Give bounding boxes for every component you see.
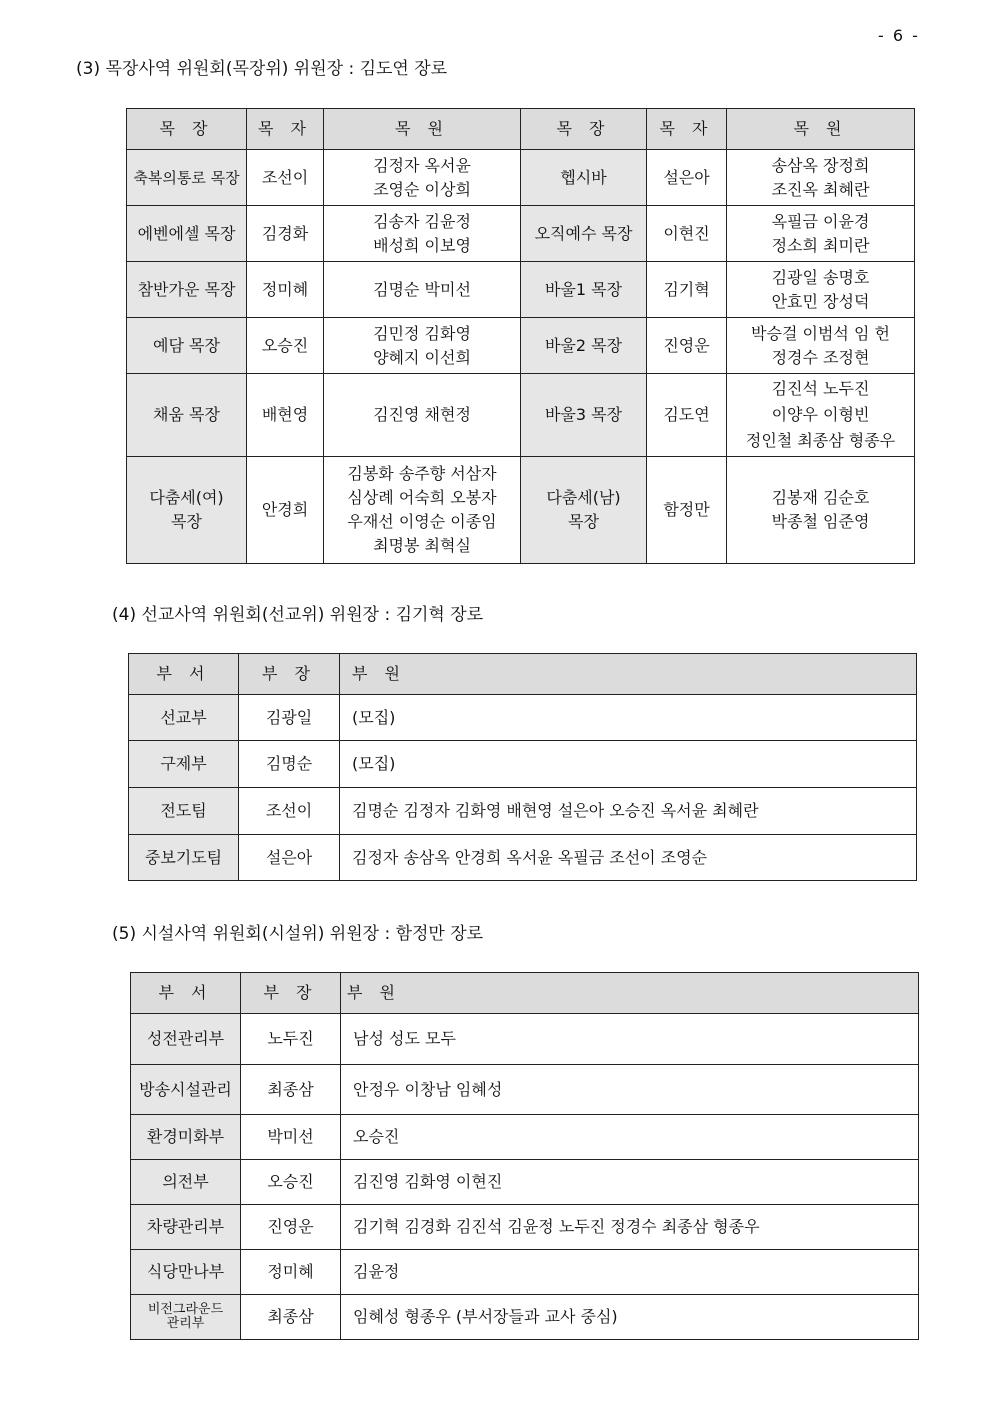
group-members — [324, 318, 521, 374]
group-name: 에벤에셀 목장 — [127, 206, 247, 262]
department-name: 구제부 — [129, 741, 239, 788]
facility-table — [130, 972, 919, 1340]
header-members: 목 원 — [727, 109, 915, 150]
group-leader: 진영운 — [647, 318, 727, 374]
group-name — [127, 457, 247, 564]
department-members: 김윤정 — [341, 1250, 919, 1295]
header-head: 부 장 — [239, 654, 340, 695]
group-name — [521, 457, 647, 564]
department-head: 노두진 — [241, 1014, 341, 1065]
group-members — [324, 262, 521, 318]
department-members: 남성 성도 모두 — [341, 1014, 919, 1065]
department-members: 김정자 송삼옥 안경희 옥서윤 옥필금 조선이 조영순 — [340, 835, 917, 881]
group-leader: 김도연 — [647, 374, 727, 457]
group-leader: 이현진 — [647, 206, 727, 262]
member-line: 김송자 김윤정 — [373, 211, 471, 231]
group-leader: 안경희 — [247, 457, 324, 564]
member-line: 정인철 최종삼 형종우 — [745, 431, 896, 450]
group-name: 바울2 목장 — [521, 318, 647, 374]
member-line: 조영순 이상희 — [373, 179, 471, 199]
member-line: 심상례 어숙희 오봉자 — [347, 488, 497, 507]
table-row — [131, 1205, 919, 1250]
header-members: 목 원 — [324, 109, 521, 150]
department-members: 김기혁 김경화 김진석 김윤정 노두진 정경수 최종삼 형종우 — [341, 1205, 919, 1250]
department-name: 선교부 — [129, 695, 239, 741]
header-department: 부 서 — [131, 973, 241, 1014]
member-line: 김정자 옥서윤 — [373, 155, 471, 175]
mission-section-title: (4) 선교사역 위원회(선교위) 위원장 : 김기혁 장로 — [112, 605, 484, 625]
group-leader: 배현영 — [247, 374, 324, 457]
group-leader: 함정만 — [647, 457, 727, 564]
shepherding-header-row — [127, 109, 915, 150]
group-name: 예담 목장 — [127, 318, 247, 374]
table-row — [127, 262, 915, 318]
department-members: 김명순 김정자 김화영 배현영 설은아 오승진 옥서윤 최혜란 — [340, 788, 917, 835]
table-row — [131, 1295, 919, 1340]
table-row — [127, 457, 915, 564]
department-head: 박미선 — [241, 1115, 341, 1160]
member-line: 정경수 조정현 — [771, 347, 870, 367]
department-head: 설은아 — [239, 835, 340, 881]
header-leader: 목 자 — [647, 109, 727, 150]
member-line: 송삼옥 장정희 — [771, 155, 870, 175]
department-name — [131, 1295, 241, 1340]
member-line: 김명순 박미선 — [373, 279, 471, 299]
department-name: 의전부 — [131, 1160, 241, 1205]
group-name: 채움 목장 — [127, 374, 247, 457]
department-name: 성전관리부 — [131, 1014, 241, 1065]
department-head: 진영운 — [241, 1205, 341, 1250]
member-line: 배성희 이보영 — [373, 235, 471, 255]
member-line: 박승걸 이범석 임 헌 — [751, 323, 890, 343]
department-name: 방송시설관리 — [131, 1065, 241, 1115]
group-leader: 설은아 — [647, 150, 727, 206]
header-members: 부 원 — [341, 973, 919, 1014]
department-name: 중보기도팀 — [129, 835, 239, 881]
table-row — [127, 318, 915, 374]
group-name-line: 목장 — [171, 512, 202, 531]
group-leader: 김기혁 — [647, 262, 727, 318]
group-name: 오직예수 목장 — [521, 206, 647, 262]
shepherding-section-title: (3) 목장사역 위원회(목장위) 위원장 : 김도연 장로 — [76, 59, 448, 79]
member-line: 김민정 김화영 — [373, 323, 471, 343]
group-name-line: 다춤세(남) — [546, 488, 621, 507]
member-line: 김봉재 김순호 — [771, 488, 870, 507]
member-line: 김광일 송명호 — [771, 267, 870, 287]
header-group: 목 장 — [521, 109, 647, 150]
table-row — [131, 1250, 919, 1295]
group-leader: 정미혜 — [247, 262, 324, 318]
member-line: 이양우 이형빈 — [771, 405, 870, 424]
table-row — [129, 695, 917, 741]
group-members — [727, 457, 915, 564]
facility-section-title: (5) 시설사역 위원회(시설위) 위원장 : 함정만 장로 — [112, 924, 484, 944]
group-name: 바울3 목장 — [521, 374, 647, 457]
header-members: 부 원 — [340, 654, 917, 695]
table-row — [131, 1014, 919, 1065]
department-members: 임혜성 형종우 (부서장들과 교사 중심) — [341, 1295, 919, 1340]
table-row — [131, 1160, 919, 1205]
department-members: 김진영 김화영 이현진 — [341, 1160, 919, 1205]
member-line: 정소희 최미란 — [771, 235, 870, 255]
group-name: 참반가운 목장 — [127, 262, 247, 318]
table-row — [129, 835, 917, 881]
page-number: - 6 - — [878, 26, 920, 45]
table-row — [127, 374, 915, 457]
group-name: 헵시바 — [521, 150, 647, 206]
department-name-line: 비전그라운드 — [147, 1302, 224, 1317]
member-line: 김진영 채현정 — [373, 405, 471, 424]
group-name: 축복의통로 목장 — [127, 150, 247, 206]
department-head: 최종삼 — [241, 1295, 341, 1340]
group-members — [727, 318, 915, 374]
member-line: 안효민 장성덕 — [771, 291, 870, 311]
header-group: 목 장 — [127, 109, 247, 150]
member-line: 최명봉 최혁실 — [373, 536, 471, 555]
department-head: 정미혜 — [241, 1250, 341, 1295]
department-head: 조선이 — [239, 788, 340, 835]
department-members: 오승진 — [341, 1115, 919, 1160]
mission-table — [128, 653, 917, 881]
group-leader: 오승진 — [247, 318, 324, 374]
department-head: 최종삼 — [241, 1065, 341, 1115]
header-leader: 목 자 — [247, 109, 324, 150]
department-name: 차량관리부 — [131, 1205, 241, 1250]
member-line: 김진석 노두진 — [771, 379, 870, 398]
member-line: 조진옥 최혜란 — [771, 179, 870, 199]
table-row — [127, 150, 915, 206]
table-row — [129, 788, 917, 835]
member-line: 우재선 이영순 이종임 — [347, 512, 497, 531]
department-head: 김명순 — [239, 741, 340, 788]
group-name-line: 다춤세(여) — [149, 488, 224, 507]
group-members — [324, 457, 521, 564]
department-name: 환경미화부 — [131, 1115, 241, 1160]
group-members — [727, 374, 915, 457]
mission-header-row — [129, 654, 917, 695]
table-row — [131, 1065, 919, 1115]
department-name: 식당만나부 — [131, 1250, 241, 1295]
department-head: 김광일 — [239, 695, 340, 741]
department-members: 안정우 이창남 임혜성 — [341, 1065, 919, 1115]
shepherding-table — [126, 108, 915, 564]
table-row — [127, 206, 915, 262]
department-name: 전도팀 — [129, 788, 239, 835]
table-row — [129, 741, 917, 788]
department-head: 오승진 — [241, 1160, 341, 1205]
table-row — [131, 1115, 919, 1160]
group-leader: 김경화 — [247, 206, 324, 262]
member-line: 박종철 임준영 — [771, 512, 870, 531]
member-line: 옥필금 이윤경 — [771, 211, 870, 231]
header-head: 부 장 — [241, 973, 341, 1014]
member-line: 김봉화 송주향 서삼자 — [347, 464, 497, 483]
group-name-line: 목장 — [568, 512, 599, 531]
group-members — [324, 374, 521, 457]
group-name: 바울1 목장 — [521, 262, 647, 318]
department-members: (모집) — [340, 695, 917, 741]
group-members — [324, 150, 521, 206]
group-members — [727, 262, 915, 318]
group-leader: 조선이 — [247, 150, 324, 206]
facility-header-row — [131, 973, 919, 1014]
group-members — [727, 150, 915, 206]
header-department: 부 서 — [129, 654, 239, 695]
department-members: (모집) — [340, 741, 917, 788]
group-members — [727, 206, 915, 262]
member-line: 양혜지 이선희 — [373, 347, 471, 367]
department-name-line: 관리부 — [166, 1316, 205, 1331]
group-members — [324, 206, 521, 262]
